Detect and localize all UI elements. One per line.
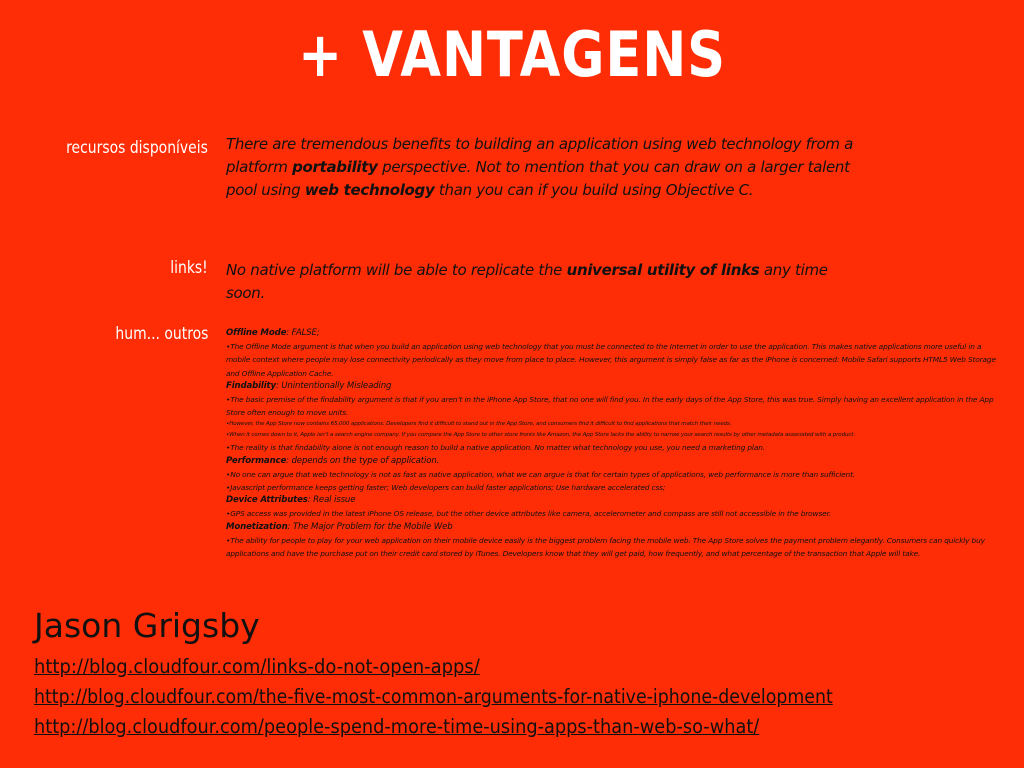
offline-heading-text: : FALSE;: [286, 328, 320, 338]
label-links: links!: [170, 258, 208, 278]
resources-paragraph: [226, 133, 866, 202]
monetization-body: •The ability for people to play for your web application on their mobile device easily is the biggest problem facing the mobile web. The App Store solves the payment problem elegantly. Consumers can quickly buy applications and have the purchase put on their credit card stored by iTunes. Developers know that they will get paid, how frequently, and what percentage of the transaction that Apple will take.: [226, 535, 985, 559]
performance-body-2: •Javascript performance keeps getting faster; Web developers can build faster applications; Use hardware accelerated css;: [226, 483, 666, 493]
resources-text-1: There are tremendous benefits to building an application using web technology from a platform: [226, 135, 854, 176]
performance-body-1: •No one can argue that web technology is not as fast as native application, what we can argue is that for certain types of applications, web performance is more than sufficient.: [226, 469, 856, 479]
performance-heading-text: : depends on the type of application.: [286, 455, 440, 466]
findability-body-4: •The reality is that findability alone is not enough reason to build a native application. No matter what technology you use, you need a marketing plan.: [226, 443, 765, 453]
performance-heading: [226, 455, 1006, 468]
monetization-heading-bold: Monetization: [226, 521, 288, 532]
others-notes: [226, 327, 1006, 560]
attributes-heading-text: : Real issue: [307, 495, 356, 506]
offline-heading: [226, 327, 1006, 340]
label-others: hum... outros: [114, 324, 208, 344]
findability-heading-bold: Findability: [226, 380, 276, 391]
link-people-spend-more-time[interactable]: http://blog.cloudfour.com/people-spend-more-time-using-apps-than-web-so-what/: [34, 715, 760, 738]
link-five-arguments[interactable]: http://blog.cloudfour.com/the-five-most-common-arguments-for-native-iphone-development: [34, 685, 833, 708]
monetization-heading-text: : The Major Problem for the Mobile Web: [287, 521, 453, 532]
links-text-2: any time soon.: [226, 261, 828, 302]
resources-text-3: than you can if you build using Objective C.: [434, 181, 754, 199]
attributes-heading: [226, 494, 1006, 507]
findability-heading: [226, 380, 1006, 393]
resources-bold-1: portability: [292, 158, 378, 176]
links-paragraph: [226, 259, 866, 305]
resources-text-2: perspective. Not to mention that you can draw on a larger talent pool using: [226, 158, 850, 199]
findability-body-1: •The basic premise of the findability argument is that if you aren’t in the iPhone App Store, that no one will find you. In the early days of the App Store, this was true. Simply having an excellent application in the App Store often enough to move units.: [226, 395, 994, 418]
offline-heading-bold: Offline Mode: [226, 328, 287, 338]
link-links-do-not-open-apps[interactable]: http://blog.cloudfour.com/links-do-not-open-apps/: [34, 655, 480, 678]
author-name: Jason Grigsby: [34, 606, 260, 645]
resources-bold-2: web technology: [304, 181, 435, 199]
performance-heading-bold: Performance: [226, 455, 287, 466]
slide-title: + VANTAGENS: [298, 18, 726, 91]
offline-body: •The Offline Mode argument is that when you build an application using web technology that you must be connected to the Internet in order to use the application. This makes native applications more useful in a mobile context where people may lose connectivity periodically as they move from place to place. However, this argument is simply false as far as the iPhone is concerned: Mobile Safari supports HTML5 Web Storage and Offline Application Cache.: [226, 342, 996, 378]
findability-body-2: •However, the App Store now contains 65,000 applications. Developers find it difficult to stand out in the App Store, and consumers find it difficult to find applications that match their needs.: [226, 421, 732, 428]
attributes-heading-bold: Device Attributes: [226, 495, 308, 506]
attributes-body: •GPS access was provided in the latest iPhone OS release, but the other device attributes like camera, accelerometer and compass are still not accessible in the browser.: [226, 509, 831, 519]
findability-heading-text: : Unintentionally Misleading: [275, 380, 392, 391]
links-text-1: No native platform will be able to replicate the: [226, 261, 567, 279]
links-bold-1: universal utility of links: [566, 261, 760, 279]
findability-body-3: •When it comes down to it, Apple isn’t a search engine company. If you compare the App Store to other store fronts like Amazon, the App Store lacks the ability to narrow your search results by other metadata associated with a product.: [226, 432, 855, 439]
monetization-heading: [226, 521, 1006, 534]
label-resources: recursos disponíveis: [66, 138, 208, 158]
